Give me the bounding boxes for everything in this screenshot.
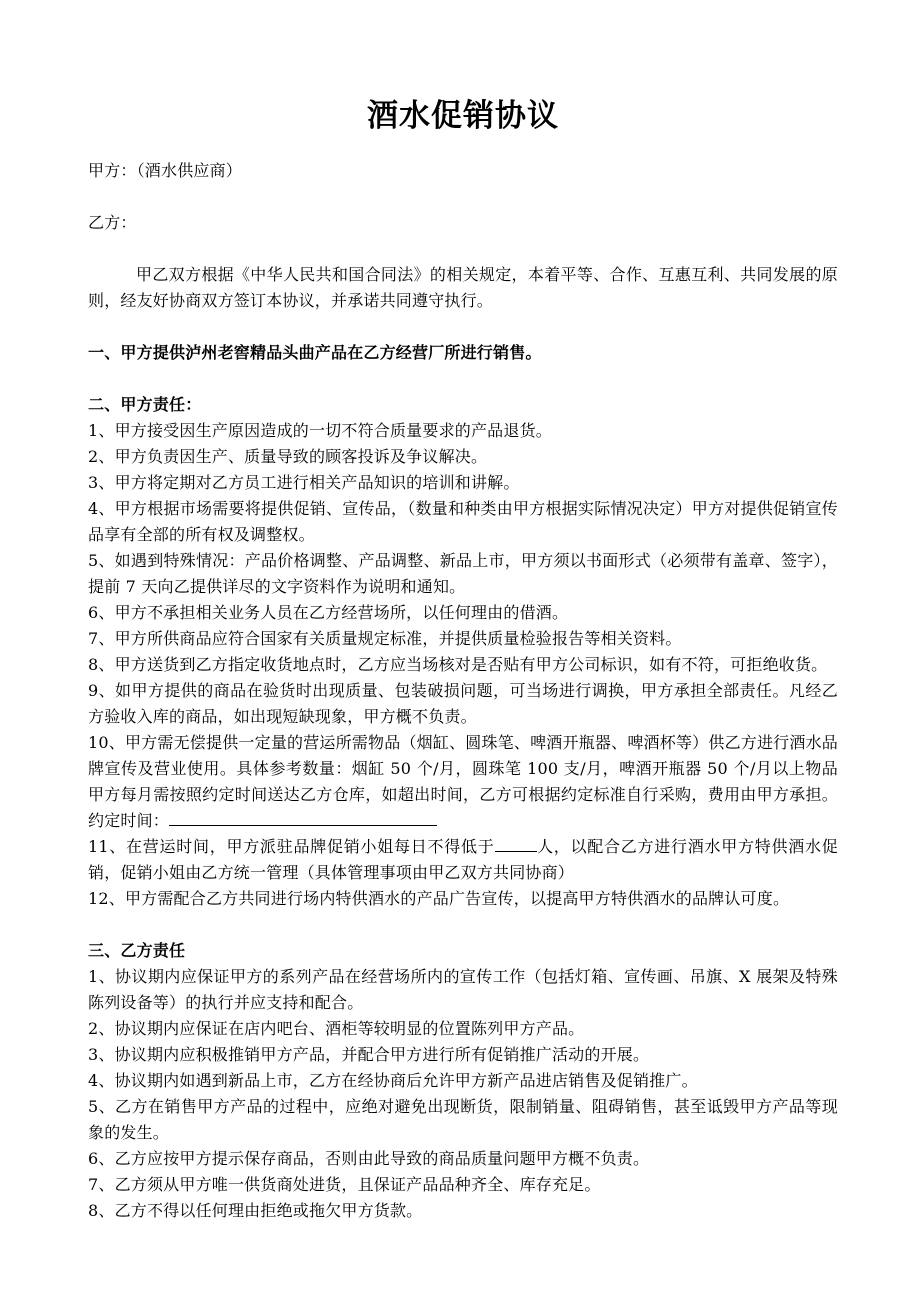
section-3-item: 1、协议期内应保证甲方的系列产品在经营场所内的宣传工作（包括灯箱、宣传画、吊旗、X 展架及特殊陈列设备等）的执行并应支持和配合。 (88, 967, 838, 1012)
section-3-item: 7、乙方须从甲方唯一供货商处进货，且保证产品品种齐全、库存充足。 (88, 1175, 601, 1194)
section-2-item: 2、甲方负责因生产、质量导致的顾客投诉及争议解决。 (88, 447, 488, 466)
section-2-item: 7、甲方所供商品应符合国家有关质量规定标准，并提供质量检验报告等相关资料。 (88, 629, 682, 648)
item-10-text: 10、甲方需无偿提供一定量的营运所需物品（烟缸、圆珠笔、啤酒开瓶器、啤酒杯等）供乙方进行酒水品牌宣传及营业使用。具体参考数量：烟缸 50 个/月，圆珠笔 100 支/月，啤酒开瓶器 50 个/月以上物品甲方每月需按照约定时间送达乙方仓库，如超出时间，乙方可根据约定标准自行采购，费用由甲方承担。约定时间： (88, 733, 838, 830)
section-3-item: 4、协议期内如遇到新品上市，乙方在经协商后允许甲方新产品进店销售及促销推广。 (88, 1071, 698, 1090)
section-2-item: 1、甲方接受因生产原因造成的一切不符合质量要求的产品退货。 (88, 421, 552, 440)
section-2-item-11 (88, 834, 838, 886)
intro-paragraph: 甲乙双方根据《中华人民共和国合同法》的相关规定，本着平等、合作、互惠互利、共同发展的原则，经友好协商双方签订本协议，并承诺共同遵守执行。 (88, 265, 838, 310)
section-3-item: 5、乙方在销售甲方产品的过程中，应绝对避免出现断货，限制销量、阻碍销售，甚至诋毁甲方产品等现象的发生。 (88, 1097, 838, 1142)
section-1-heading: 一、甲方提供泸州老窖精品头曲产品在乙方经营厂所进行销售。 (88, 343, 542, 362)
section-3-item: 2、协议期内应保证在店内吧台、酒柜等较明显的位置陈列甲方产品。 (88, 1019, 585, 1038)
agreed-time-blank (169, 811, 437, 826)
section-3-item: 3、协议期内应积极推销甲方产品，并配合甲方进行所有促销推广活动的开展。 (88, 1045, 650, 1064)
section-2-item: 9、如甲方提供的商品在验货时出现质量、包装破损问题，可当场进行调换，甲方承担全部责任。凡经乙方验收入库的商品，如出现短缺现象，甲方概不负责。 (88, 681, 838, 726)
party-b-line: 乙方： (88, 213, 137, 232)
section-2-heading: 二、甲方责任： (88, 395, 202, 414)
section-3-item: 6、乙方应按甲方提示保存商品，否则由此导致的商品质量问题甲方概不负责。 (88, 1149, 650, 1168)
section-2-item: 6、甲方不承担相关业务人员在乙方经营场所，以任何理由的借酒。 (88, 603, 569, 622)
section-2-item: 3、甲方将定期对乙方员工进行相关产品知识的培训和讲解。 (88, 473, 520, 492)
section-2-item: 8、甲方送货到乙方指定收货地点时，乙方应当场核对是否贴有甲方公司标识，如有不符，可拒绝收货。 (88, 655, 828, 674)
promoter-count-blank (495, 837, 537, 852)
section-3-heading: 三、乙方责任 (88, 941, 186, 960)
document-title: 酒水促销协议 (367, 98, 559, 134)
section-2-item: 4、甲方根据市场需要将提供促销、宣传品，（数量和种类由甲方根据实际情况决定）甲方对提供促销宣传品享有全部的所有权及调整权。 (88, 499, 838, 544)
party-a-line: 甲方：（酒水供应商） (88, 161, 243, 180)
section-2-item-12: 12、甲方需配合乙方共同进行场内特供酒水的产品广告宣传，以提高甲方特供酒水的品牌认可度。 (88, 889, 790, 908)
item-11-text-start: 11、在营运时间，甲方派驻品牌促销小姐每日不得低于 (88, 837, 495, 856)
section-2-item: 5、如遇到特殊情况：产品价格调整、产品调整、新品上市，甲方须以书面形式（必须带有盖章、签字），提前 7 天向乙提供详尽的文字资料作为说明和通知。 (88, 551, 838, 596)
section-2-item-10 (88, 730, 838, 834)
item-11-text-end: 人，以配合乙方进行酒水甲方特供酒水促销，促销小姐由乙方统一管理（具体管理事项由甲乙双方共同协商） (88, 837, 838, 882)
section-3-item: 8、乙方不得以任何理由拒绝或拖欠甲方货款。 (88, 1201, 423, 1220)
